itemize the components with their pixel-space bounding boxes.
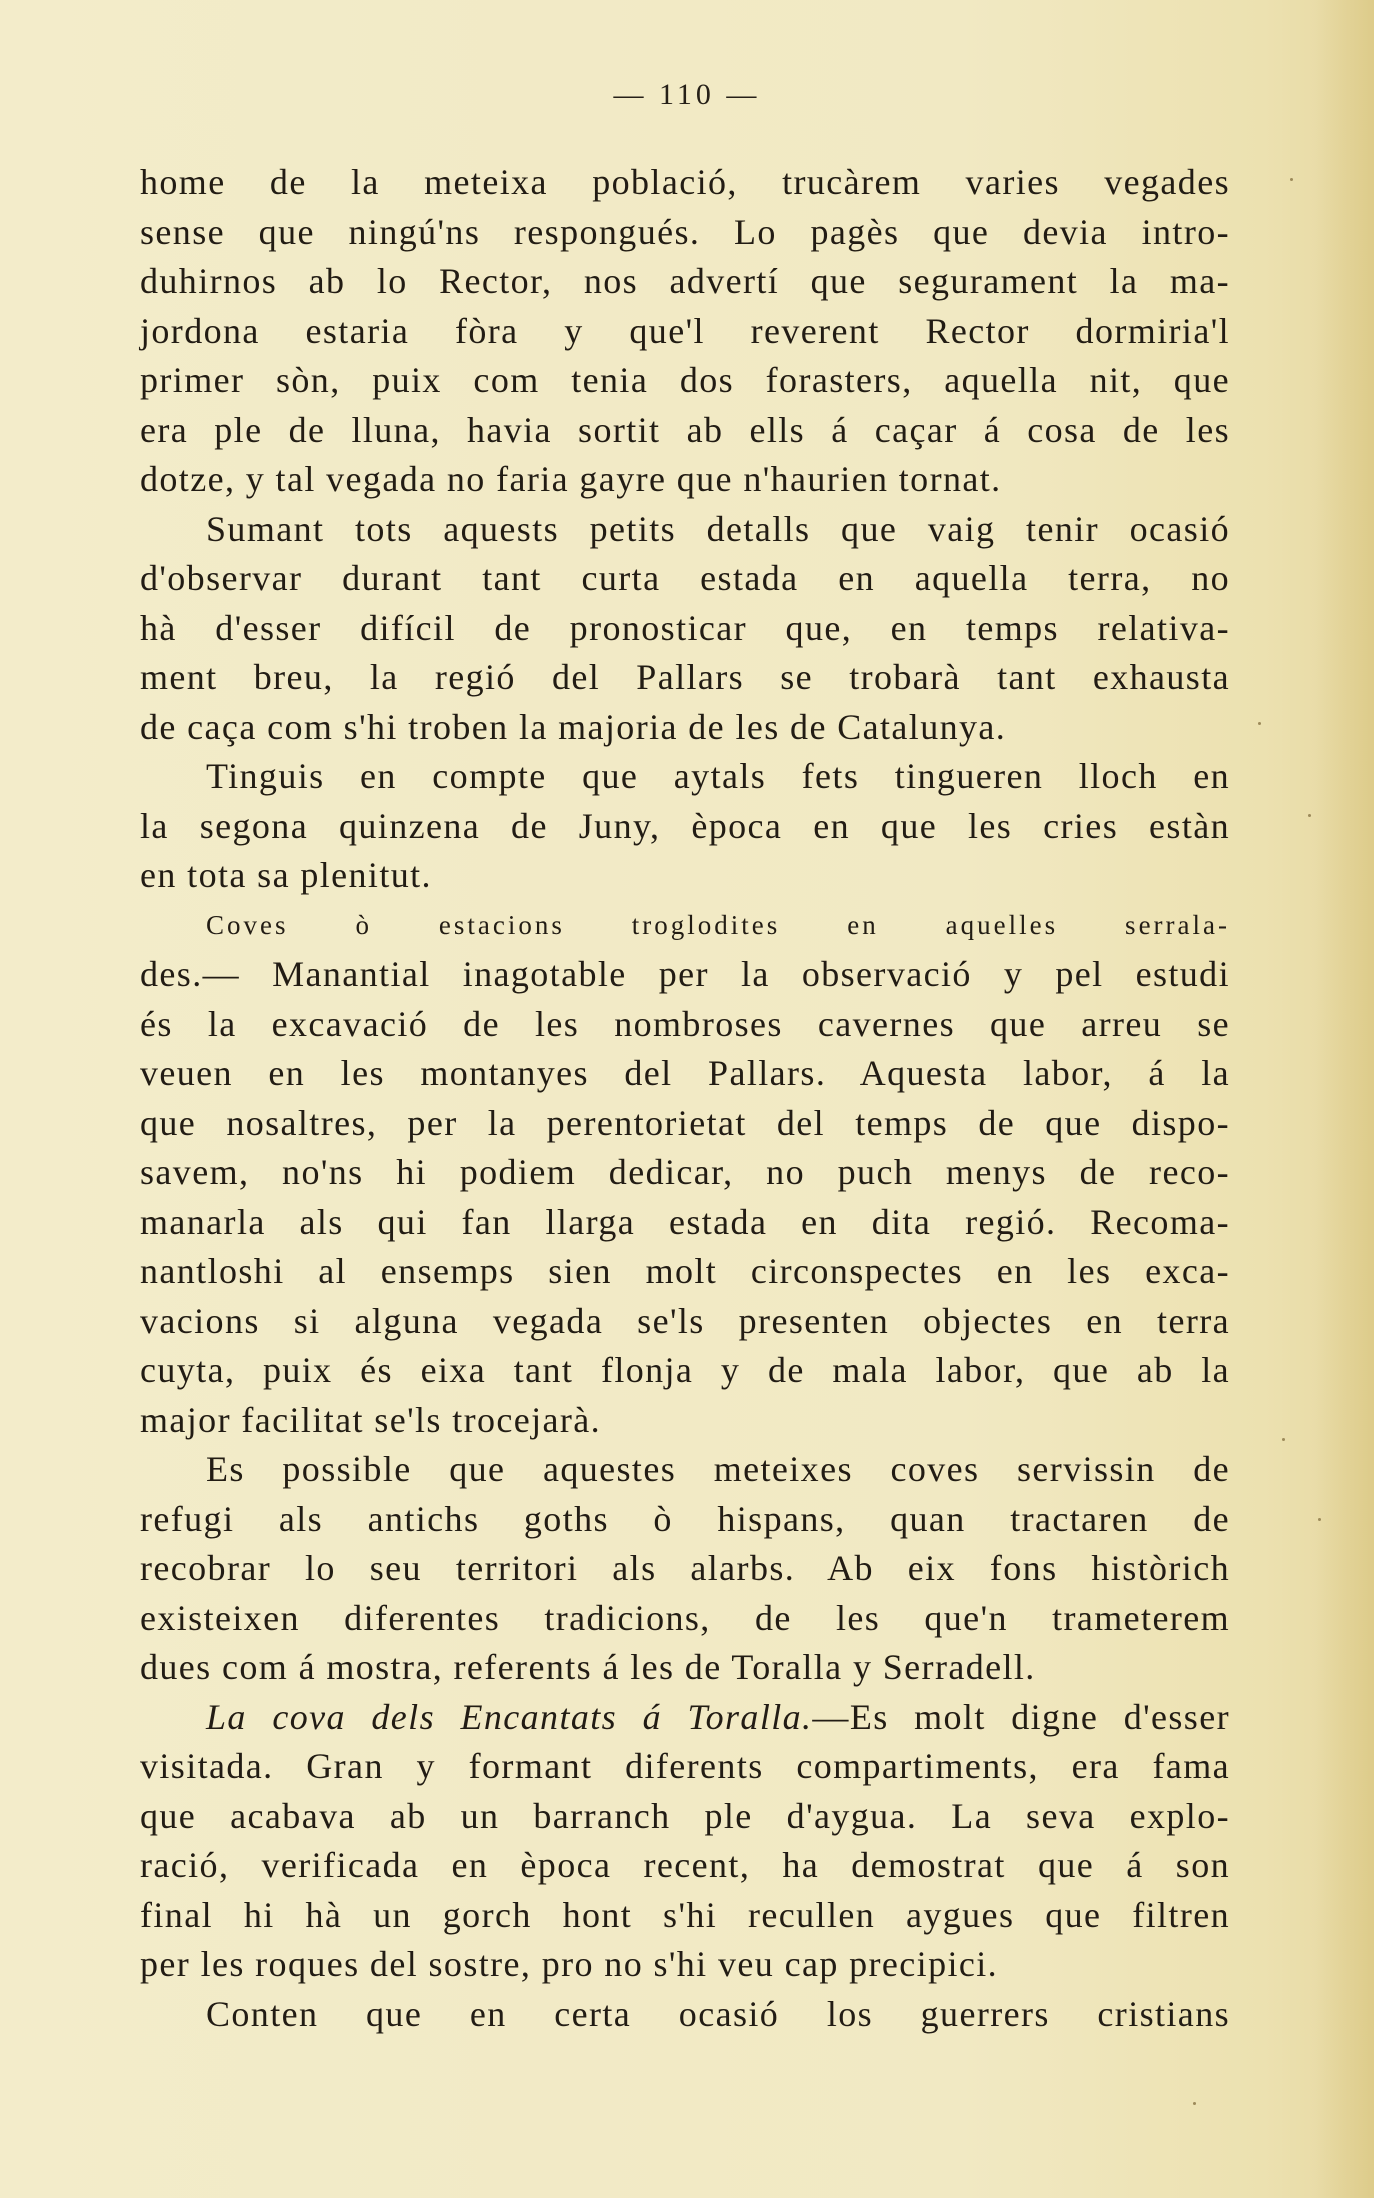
text-line: dotze, y tal vegada no faria gayre que n'haurien tornat.: [140, 459, 1002, 499]
text-line: Es possible que aquestes meteixes coves servissin de: [206, 1449, 1230, 1489]
text-line: que acabava ab un barranch ple d'aygua. La seva explo-: [140, 1795, 1230, 1836]
text-line: era ple de lluna, havia sortit ab ells á caçar á cosa de les: [140, 409, 1230, 450]
text-segment: —Es molt digne d'esser: [812, 1696, 1230, 1737]
page-edge-shading: [1314, 0, 1374, 2198]
text-line: per les roques del sostre, pro no s'hi veu cap precipici.: [140, 1944, 999, 1984]
paper-speck: [1290, 178, 1293, 181]
text-line: vacions si alguna vegada se'ls presenten objectes en terra: [140, 1300, 1230, 1341]
text-line: des.— Manantial inagotable per la observació y pel estudi: [140, 954, 1230, 994]
page-number: — 110 —: [613, 78, 761, 111]
text-line: Sumant tots aquests petits detalls que vaig tenir ocasió: [206, 508, 1230, 549]
text-line: savem, no'ns hi podiem dedicar, no puch menys de reco-: [140, 1152, 1230, 1192]
text-line: veuen en les montanyes del Pallars. Aquesta labor, á la: [140, 1053, 1230, 1093]
text-line: duhirnos ab lo Rector, nos advertí que segurament la ma-: [140, 261, 1230, 301]
text-line: existeixen diferentes tradicions, de les que'n trameterem: [140, 1597, 1230, 1638]
text-line: major facilitat se'ls trocejarà.: [140, 1399, 602, 1440]
text-line: de caça com s'hi troben la majoria de les de Catalunya.: [140, 706, 1007, 747]
paper-speck: [1308, 814, 1311, 817]
paper-speck: [1193, 2102, 1196, 2105]
text-line: jordona estaria fòra y que'l reverent Rector dormiria'l: [140, 310, 1230, 351]
text-line: hà d'esser difícil de pronosticar que, en temps relativa-: [140, 607, 1230, 648]
text-line: Conten que en certa ocasió los guerrers cristians: [206, 1993, 1230, 2034]
text-line: manarla als qui fan llarga estada en dita regió. Recoma-: [140, 1201, 1230, 1242]
text-line: dues com á mostra, referents á les de Toralla y Serradell.: [140, 1647, 1036, 1687]
text-line: Tinguis en compte que aytals fets tingueren lloch en: [206, 756, 1230, 796]
text-line: final hi hà un gorch hont s'hi recullen aygues que filtren: [140, 1894, 1230, 1935]
section-heading: Coves ò estacions troglodites en aquelles serrala-: [206, 909, 1230, 940]
paper-speck: [1282, 1438, 1285, 1441]
text-line: refugi als antichs goths ò hispans, quan tractaren de: [140, 1498, 1230, 1539]
paper-speck: [1318, 1518, 1321, 1521]
text-line: d'observar durant tant curta estada en aquella terra, no: [140, 558, 1230, 598]
text-line: recobrar lo seu territori als alarbs. Ab eix fons històrich: [140, 1548, 1230, 1588]
text-line: visitada. Gran y formant diferents compartiments, era fama: [140, 1746, 1230, 1786]
text-line: [140, 1693, 1230, 1743]
italic-heading: La cova dels Encantats á Toralla.: [206, 1696, 813, 1737]
text-line: és la excavació de les nombroses cavernes que arreu se: [140, 1003, 1230, 1044]
text-line: primer sòn, puix com tenia dos forasters, aquella nit, que: [140, 360, 1230, 400]
text-line: ració, verificada en època recent, ha demostrat que á son: [140, 1845, 1230, 1885]
text-line: nantloshi al ensemps sien molt circonspectes en les exca-: [140, 1251, 1230, 1291]
text-line: la segona quinzena de Juny, època en que les cries estàn: [140, 805, 1230, 846]
text-line: home de la meteixa població, trucàrem varies vegades: [140, 162, 1230, 202]
text-line: que nosaltres, per la perentorietat del temps de que dispo-: [140, 1102, 1230, 1143]
paper-speck: [1258, 722, 1261, 725]
text-line: cuyta, puix és eixa tant flonja y de mala labor, que ab la: [140, 1350, 1230, 1390]
text-line: en tota sa plenitut.: [140, 855, 432, 895]
text-line: sense que ningú'ns respongués. Lo pagès que devia intro-: [140, 211, 1230, 252]
text-line: ment breu, la regió del Pallars se trobarà tant exhausta: [140, 657, 1230, 697]
body-text: [140, 158, 1230, 2039]
